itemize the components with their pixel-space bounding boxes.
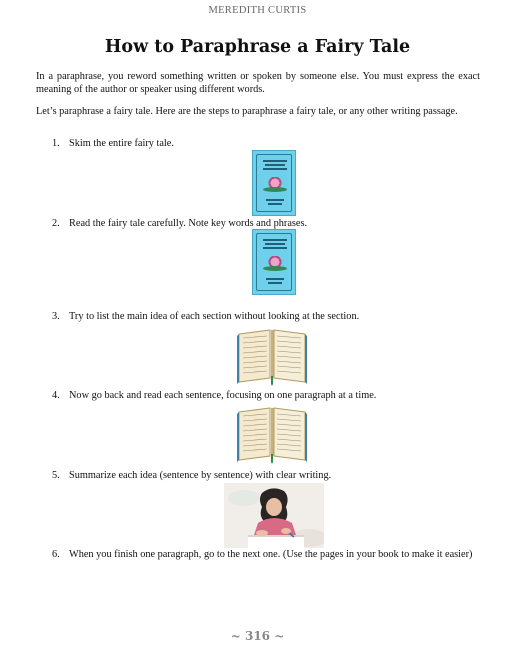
step-number: 5. <box>52 470 60 481</box>
step-number: 4. <box>52 390 60 401</box>
step-text: Now go back and read each sentence, focusing on one paragraph at a time. <box>69 390 377 401</box>
fairy-tale-book-cover-image <box>252 229 296 295</box>
fairy-tale-book-cover-image <box>252 150 296 216</box>
page-title: How to Paraphrase a Fairy Tale <box>104 37 411 57</box>
step-text: Try to list the main idea of each section without looking at the section. <box>69 311 360 322</box>
running-header: MEREDITH CURTIS <box>208 5 307 16</box>
step-text: When you finish one paragraph, go to the next one. (Use the pages in your book to make it easier) <box>69 549 473 560</box>
page-number: ~ 316 ~ <box>230 629 285 643</box>
girl-writing-photo <box>224 483 324 548</box>
step-number: 3. <box>52 311 60 322</box>
step-text: Summarize each idea (sentence by sentence) with clear writing. <box>69 470 332 481</box>
instruction-paragraph: Let’s paraphrase a fairy tale. Here are the steps to paraphrase a fairy tale, or any other writing passage. <box>36 106 458 117</box>
step-text: Read the fairy tale carefully. Note key words and phrases. <box>69 218 308 229</box>
step-text: Skim the entire fairy tale. <box>69 138 174 149</box>
step-number: 2. <box>52 218 60 229</box>
intro-paragraph: In a paraphrase, you reword something written or spoken by someone else. You must express the exact meaning of the author or speaker using different words. <box>36 71 480 95</box>
step-number: 6. <box>52 549 60 560</box>
step-number: 1. <box>52 138 60 149</box>
open-book-image <box>236 404 308 464</box>
open-book-image <box>236 326 308 386</box>
